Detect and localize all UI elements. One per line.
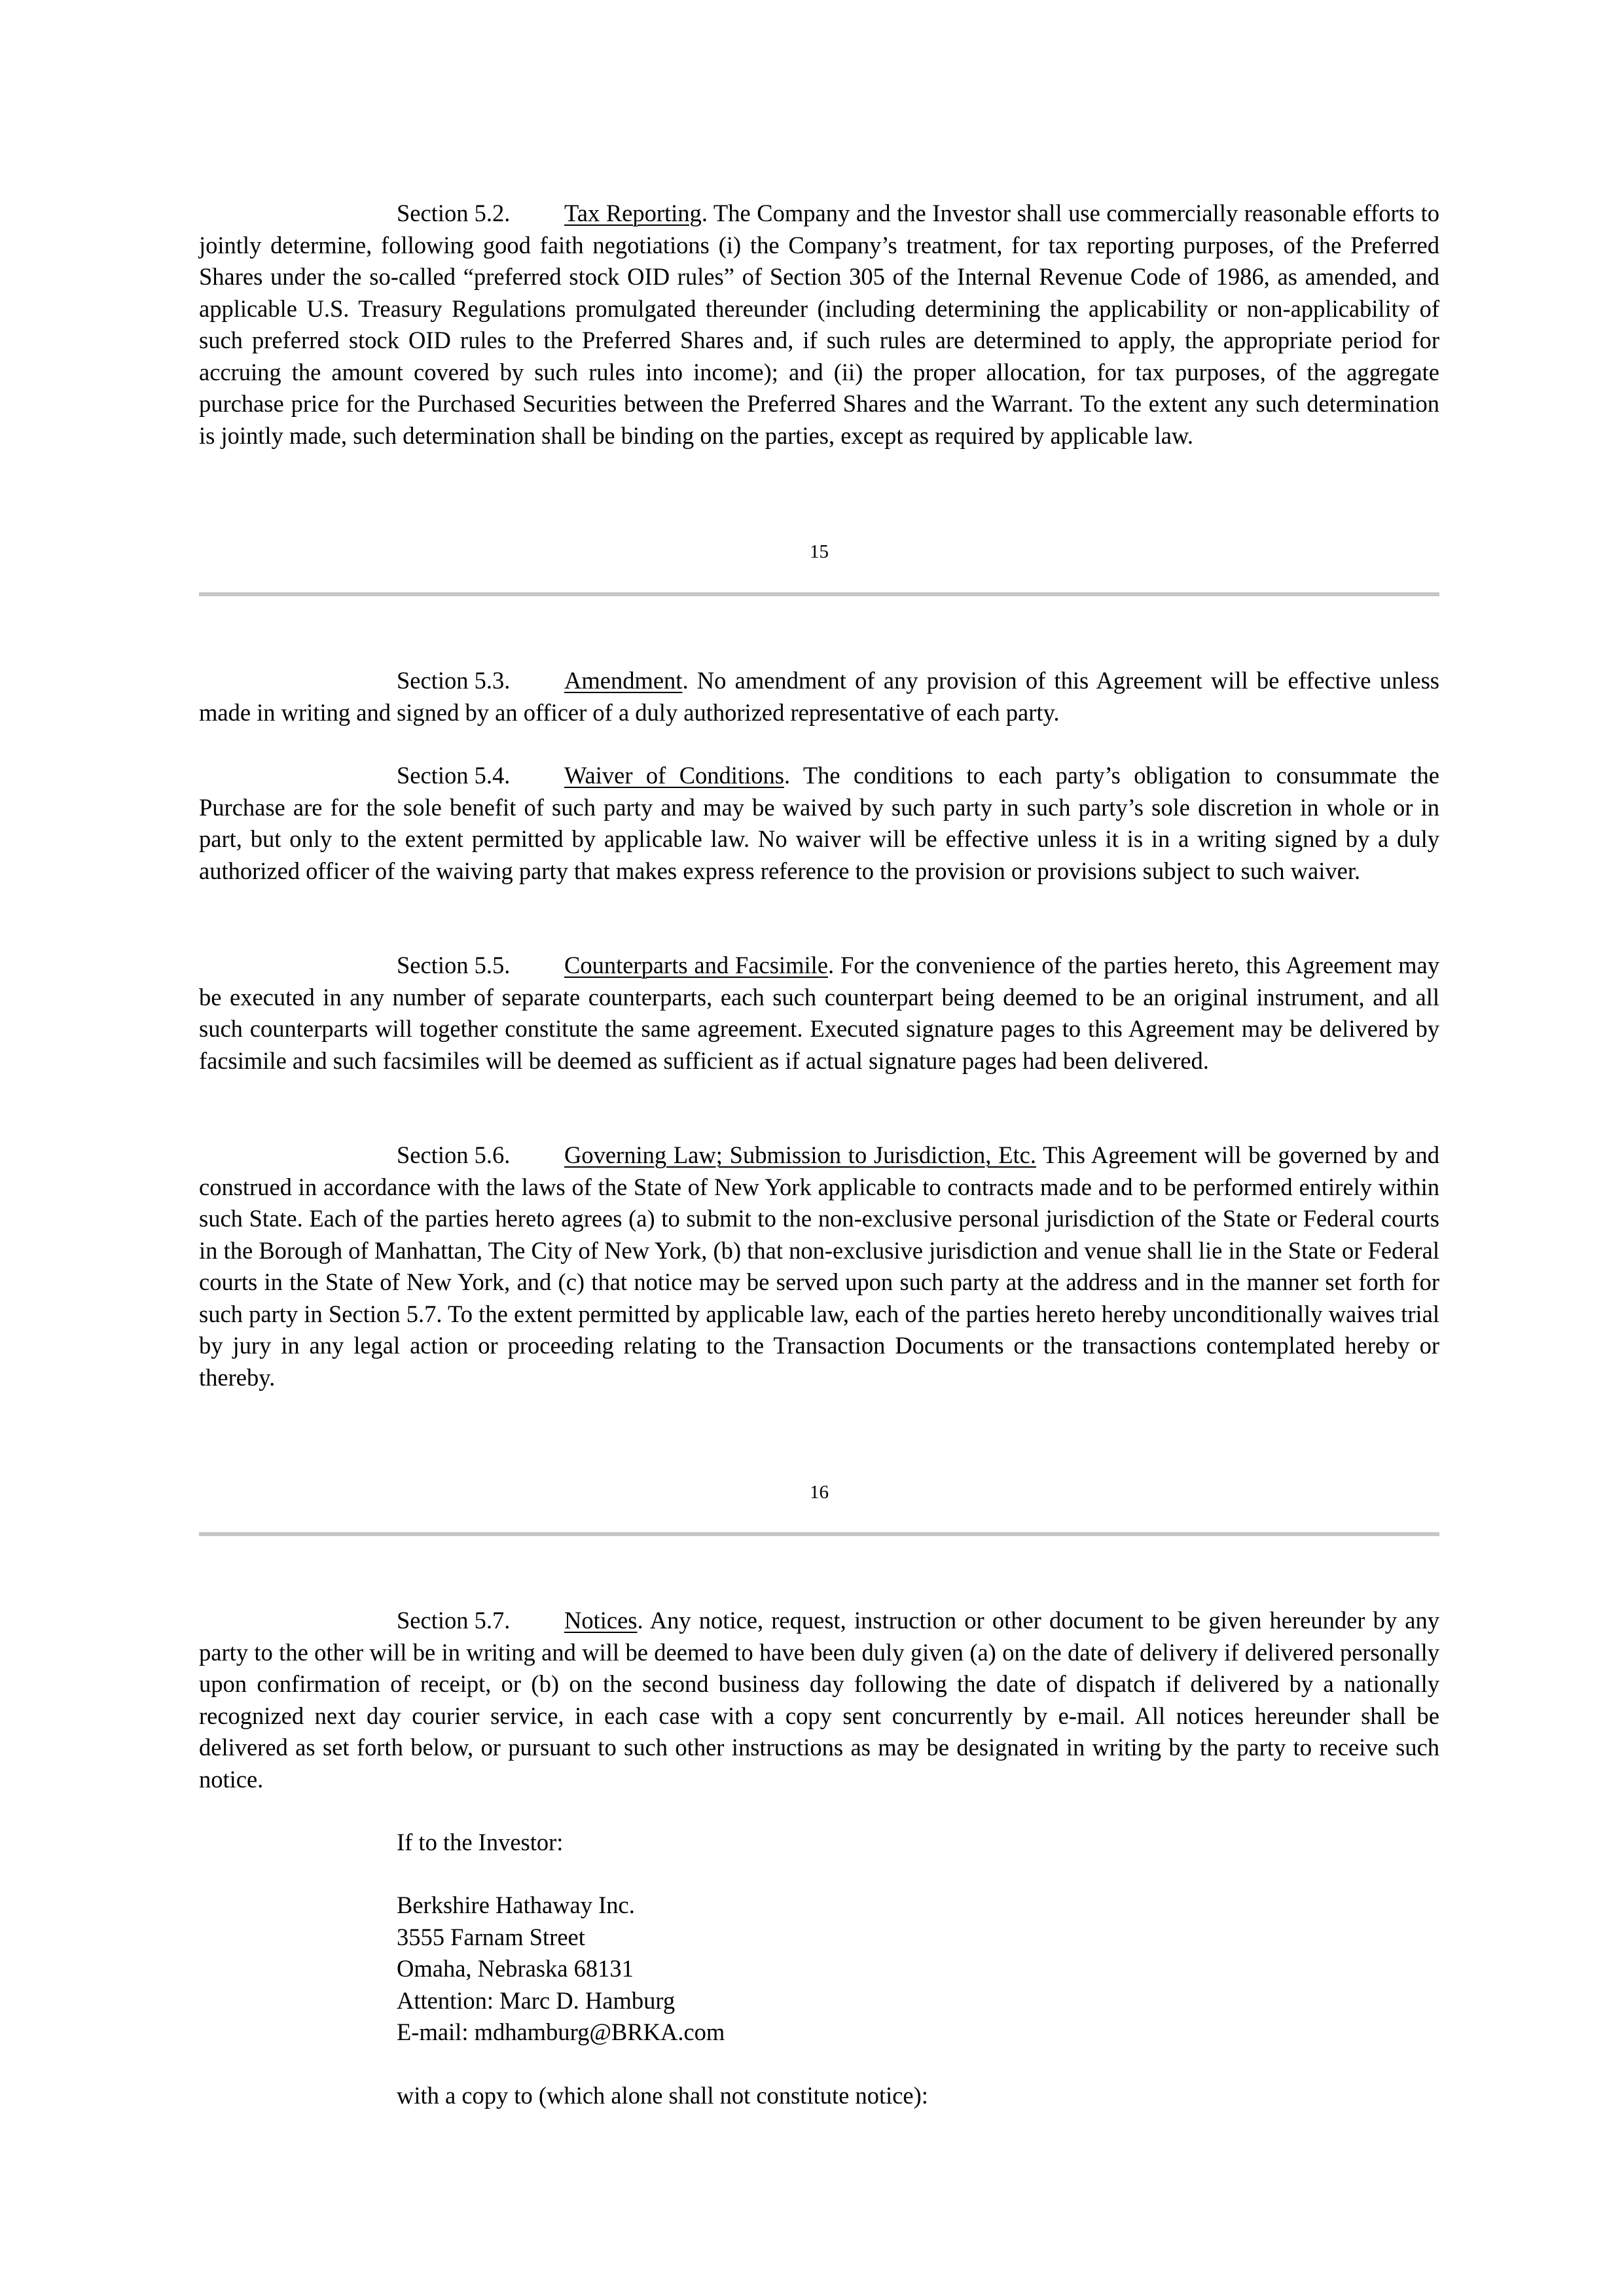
address-attention: Attention: Marc D. Hamburg (397, 1986, 676, 2014)
section-heading: Waiver of Conditions (564, 762, 784, 789)
section-body: This Agreement will be governed by and construed in accordance with the laws of the State of New York applicable to contracts made and to be performed entirely within such State. Each of the parties hereto agrees (a) to submit to the non-exclusive personal jurisdiction of the State or Federal courts in the Borough of Manhattan, The City of New York, (b) that non-exclusive jurisdiction and venue shall lie in the State or Federal courts in the State of New York, and (c) that notice may be served upon such party at the address and in the manner set forth for such party in Section 5.7. To the extent permitted by applicable law, each of the parties hereto hereby unconditionally waives trial by jury in any legal action or proceeding relating to the Transaction Documents or the transactions contemplated hereby or thereby. (199, 1141, 1439, 1391)
section-5-5 (199, 950, 1439, 1077)
address-street: 3555 Farnam Street (397, 1923, 585, 1950)
section-body: . No amendment of any provision of this Agreement will be effective unless made in writing and signed by an officer of a duly authorized representative of each party. (199, 667, 1439, 726)
investor-intro: If to the Investor: (397, 1829, 564, 1856)
page-separator (199, 1532, 1439, 1536)
section-number: Section 5.3. (397, 667, 511, 694)
section-body: . The conditions to each party’s obligation to consummate the Purchase are for the sole benefit of such party and may be waived by such party in such party’s sole discretion in whole or in part, but only to the extent permitted by applicable law. No waiver will be effective unless it is in a writing signed by a duly authorized officer of the waiving party that makes express reference to the provision or provisions subject to such waiver. (199, 762, 1439, 884)
section-body: . The Company and the Investor shall use commercially reasonable efforts to jointly determine, following good faith negotiations (i) the Company’s treatment, for tax reporting purposes, of the Preferred Shares under the so-called “preferred stock OID rules” of Section 305 of the Internal Revenue Code of 1986, as amended, and applicable U.S. Treasury Regulations promulgated thereunder (including determining the applicability or non-applicability of such preferred stock OID rules to the Preferred Shares and, if such rules are determined to apply, the appropriate period for accruing the amount covered by such rules into income); and (ii) the proper allocation, for tax purposes, of the aggregate purchase price for the Purchased Securities between the Preferred Shares and the Warrant. To the extent any such determination is jointly made, such determination shall be binding on the parties, except as required by applicable law. (199, 200, 1439, 449)
page-number: 15 (810, 541, 829, 562)
investor-address (397, 1890, 725, 2049)
section-heading: Governing Law; Submission to Jurisdiction, Etc. (564, 1141, 1036, 1168)
address-city: Omaha, Nebraska 68131 (397, 1955, 634, 1982)
section-number: Section 5.5. (397, 952, 511, 978)
section-5-2 (199, 198, 1439, 452)
section-5-4 (199, 760, 1439, 887)
section-5-6 (199, 1139, 1439, 1393)
copy-note: with a copy to (which alone shall not constitute notice): (397, 2082, 928, 2109)
section-heading: Counterparts and Facsimile (564, 952, 828, 978)
page-number: 16 (810, 1482, 829, 1503)
address-email: E-mail: mdhamburg@BRKA.com (397, 2018, 725, 2045)
section-number: Section 5.2. (397, 200, 511, 226)
section-heading: Amendment (564, 667, 683, 694)
page-separator (199, 592, 1439, 596)
section-body: . For the convenience of the parties hereto, this Agreement may be executed in any number of separate counterparts, each such counterpart being deemed to be an original instrument, and all such counterparts will together constitute the same agreement. Executed signature pages to this Agreement may be delivered by facsimile and such facsimiles will be deemed as sufficient as if actual signature pages had been delivered. (199, 952, 1439, 1074)
section-heading: Tax Reporting (564, 200, 702, 226)
section-5-7 (199, 1605, 1439, 1795)
section-number: Section 5.4. (397, 762, 511, 789)
section-body: . Any notice, request, instruction or other document to be given hereunder by any party to the other will be in writing and will be deemed to have been duly given (a) on the date of delivery if delivered personally upon confirmation of receipt, or (b) on the second business day following the date of dispatch if delivered by a nationally recognized next day courier service, in each case with a copy sent concurrently by e-mail. All notices hereunder shall be delivered as set forth below, or pursuant to such other instructions as may be designated in writing by the party to receive such notice. (199, 1607, 1439, 1793)
section-heading: Notices (564, 1607, 638, 1634)
section-5-3 (199, 665, 1439, 728)
section-number: Section 5.6. (397, 1141, 511, 1168)
address-company: Berkshire Hathaway Inc. (397, 1892, 635, 1918)
section-number: Section 5.7. (397, 1607, 511, 1634)
